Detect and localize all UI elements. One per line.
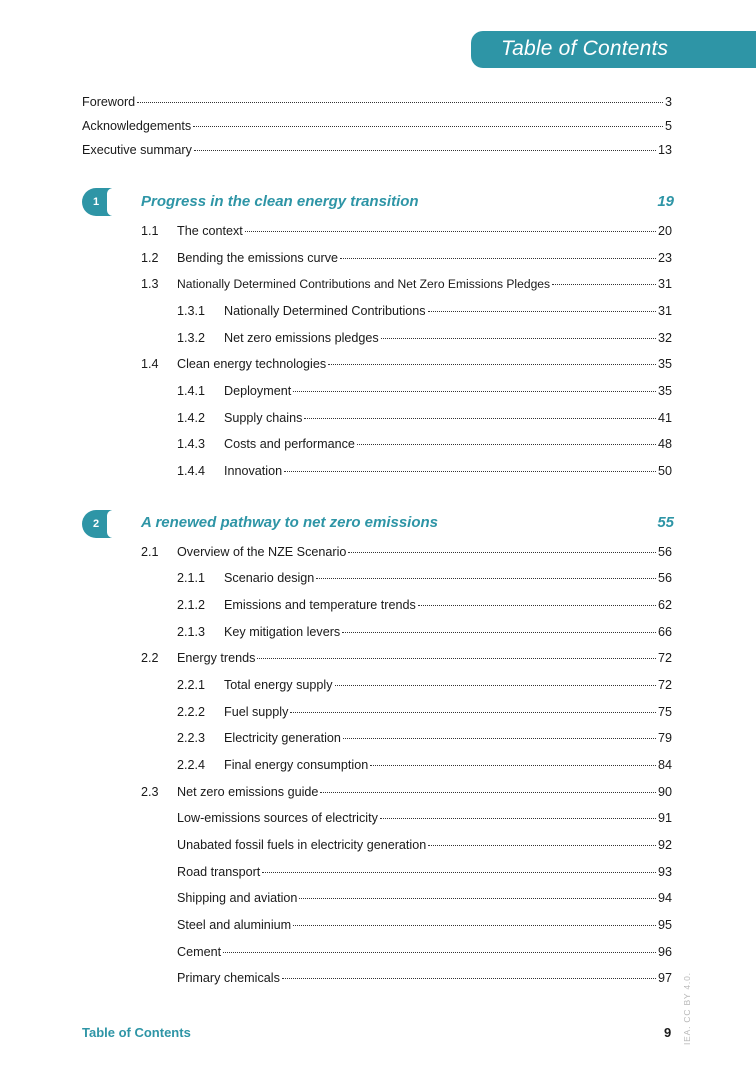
section-number: 1.3.2 [177, 331, 206, 345]
toc-entry-page: 66 [657, 625, 672, 639]
section-number: 2.2.3 [177, 731, 206, 745]
toc-entry[interactable] [177, 758, 672, 776]
leader-dots [282, 978, 656, 979]
section-number: 2.2.2 [177, 705, 206, 719]
toc-entry-page: 50 [657, 464, 672, 478]
toc-entry-page: 31 [657, 304, 672, 318]
footer-page-number: 9 [664, 1025, 672, 1040]
toc-entry[interactable] [177, 918, 672, 936]
toc-entry[interactable] [177, 945, 672, 963]
toc-entry-label: Deployment [224, 384, 292, 398]
toc-entry-label: Emissions and temperature trends [224, 598, 416, 612]
toc-entry-label: Nationally Determined Contributions and Net Zero Emissions Pledges [177, 277, 551, 291]
toc-entry[interactable] [141, 651, 672, 669]
chapter-1-badge [82, 188, 112, 216]
leader-dots [193, 126, 663, 127]
leader-dots [418, 605, 656, 606]
section-number: 1.4 [141, 357, 159, 371]
toc-entry-label: Foreword [82, 95, 136, 109]
leader-dots [428, 311, 656, 312]
toc-entry-label: Shipping and aviation [177, 891, 298, 905]
toc-entry[interactable] [141, 251, 672, 269]
toc-entry[interactable] [141, 545, 672, 563]
toc-entry[interactable] [141, 357, 672, 375]
leader-dots [194, 150, 656, 151]
toc-entry-label: Low-emissions sources of electricity [177, 811, 378, 825]
toc-entry-label: Clean energy technologies [177, 357, 327, 371]
toc-entry[interactable] [177, 971, 672, 989]
section-number: 2.2.1 [177, 678, 206, 692]
toc-entry-label: Bending the emissions curve [177, 251, 339, 265]
section-number: 2.1.1 [177, 571, 206, 585]
toc-entry-executive-summary[interactable] [82, 143, 672, 161]
toc-entry[interactable] [141, 224, 672, 242]
leader-dots [137, 102, 663, 103]
leader-dots [245, 231, 656, 232]
chapter-number: 2 [92, 518, 100, 530]
leader-dots [343, 738, 656, 739]
toc-entry[interactable] [141, 277, 672, 295]
toc-entry-page: 13 [657, 143, 672, 157]
footer-title: Table of Contents [82, 1025, 191, 1040]
toc-entry[interactable] [177, 464, 672, 482]
leader-dots [304, 418, 656, 419]
toc-entry-page: 35 [657, 357, 672, 371]
leader-dots [335, 685, 656, 686]
leader-dots [293, 391, 656, 392]
toc-entry-label: Steel and aluminium [177, 918, 292, 932]
toc-entry-page: 75 [657, 705, 672, 719]
toc-entry-page: 96 [657, 945, 672, 959]
toc-entry-label: Road transport [177, 865, 261, 879]
toc-entry-label: Electricity generation [224, 731, 341, 745]
toc-entry[interactable] [177, 838, 672, 856]
toc-entry-page: 31 [657, 277, 672, 291]
chapter-2-badge [82, 510, 112, 538]
toc-entry-label: Cement [177, 945, 222, 959]
toc-entry-page: 5 [664, 119, 672, 133]
toc-entry-page: 62 [657, 598, 672, 612]
toc-entry-page: 72 [657, 651, 672, 665]
leader-dots [328, 364, 656, 365]
toc-entry-acknowledgements[interactable] [82, 119, 672, 137]
chapter-title: A renewed pathway to net zero emissions [141, 514, 439, 531]
leader-dots [428, 845, 656, 846]
toc-entry-page: 35 [657, 384, 672, 398]
chapter-number: 1 [92, 196, 100, 208]
section-number: 2.1.2 [177, 598, 206, 612]
toc-entry-page: 56 [657, 571, 672, 585]
leader-dots [320, 792, 656, 793]
toc-entry-label: Executive summary [82, 143, 192, 157]
toc-entry[interactable] [177, 678, 672, 696]
toc-entry[interactable] [177, 705, 672, 723]
toc-entry-label: Innovation [224, 464, 283, 478]
toc-entry-label: Costs and performance [224, 437, 355, 451]
header-tab [471, 31, 756, 68]
toc-entry-label: Energy trends [177, 651, 256, 665]
chapter-page: 19 [657, 193, 674, 210]
chapter-title: Progress in the clean energy transition [141, 193, 419, 210]
toc-entry[interactable] [177, 331, 672, 349]
toc-entry-page: 93 [657, 865, 672, 879]
toc-entry-label: Net zero emissions pledges [224, 331, 379, 345]
section-number: 1.4.1 [177, 384, 206, 398]
toc-entry[interactable] [141, 785, 672, 803]
leader-dots [290, 712, 656, 713]
leader-dots [342, 632, 656, 633]
toc-entry-page: 97 [657, 971, 672, 985]
toc-entry[interactable] [177, 384, 672, 402]
section-number: 2.2.4 [177, 758, 206, 772]
toc-entry-page: 3 [664, 95, 672, 109]
toc-entry[interactable] [177, 411, 672, 429]
toc-entry-page: 94 [657, 891, 672, 905]
section-number: 2.1.3 [177, 625, 206, 639]
toc-entry[interactable] [177, 598, 672, 616]
toc-entry[interactable] [177, 437, 672, 455]
toc-entry[interactable] [177, 304, 672, 322]
leader-dots [340, 258, 656, 259]
toc-entry-page: 48 [657, 437, 672, 451]
leader-dots [293, 925, 656, 926]
toc-entry[interactable] [177, 571, 672, 589]
leader-dots [284, 471, 656, 472]
toc-entry-foreword[interactable] [82, 95, 672, 113]
toc-entry-label: The context [177, 224, 243, 238]
toc-entry-page: 95 [657, 918, 672, 932]
leader-dots [316, 578, 656, 579]
toc-entry-page: 79 [657, 731, 672, 745]
toc-entry-label: Supply chains [224, 411, 303, 425]
toc-entry-label: Scenario design [224, 571, 315, 585]
toc-entry[interactable] [177, 865, 672, 883]
toc-entry-label: Final energy consumption [224, 758, 369, 772]
section-number: 1.4.2 [177, 411, 206, 425]
toc-entry-page: 41 [657, 411, 672, 425]
toc-entry-page: 72 [657, 678, 672, 692]
leader-dots [257, 658, 656, 659]
toc-entry-page: 20 [657, 224, 672, 238]
toc-entry-page: 84 [657, 758, 672, 772]
leader-dots [262, 872, 656, 873]
leader-dots [370, 765, 656, 766]
toc-entry-page: 56 [657, 545, 672, 559]
toc-entry[interactable] [177, 625, 672, 643]
toc-entry[interactable] [177, 891, 672, 909]
section-number: 1.2 [141, 251, 159, 265]
toc-entry-label: Unabated fossil fuels in electricity generation [177, 838, 427, 852]
toc-entry-label: Net zero emissions guide [177, 785, 319, 799]
section-number: 1.1 [141, 224, 159, 238]
section-number: 2.3 [141, 785, 159, 799]
section-number: 1.3.1 [177, 304, 206, 318]
toc-entry[interactable] [177, 731, 672, 749]
section-number: 2.2 [141, 651, 159, 665]
toc-entry-label: Fuel supply [224, 705, 289, 719]
license-watermark: IEA. CC BY 4.0. [682, 972, 692, 1045]
toc-entry-page: 91 [657, 811, 672, 825]
leader-dots [223, 952, 656, 953]
toc-entry-page: 23 [657, 251, 672, 265]
leader-dots [299, 898, 656, 899]
section-number: 1.4.4 [177, 464, 206, 478]
leader-dots [552, 284, 656, 285]
section-number: 2.1 [141, 545, 159, 559]
toc-entry-label: Primary chemicals [177, 971, 280, 985]
toc-entry-label: Key mitigation levers [224, 625, 341, 639]
toc-entry-label: Total energy supply [224, 678, 333, 692]
leader-dots [381, 338, 656, 339]
toc-entry-label: Acknowledgements [82, 119, 192, 133]
leader-dots [380, 818, 656, 819]
chapter-2-heading[interactable] [141, 514, 674, 531]
toc-entry-page: 90 [657, 785, 672, 799]
toc-entry-page: 92 [657, 838, 672, 852]
toc-entry[interactable] [177, 811, 672, 829]
chapter-1-heading[interactable] [141, 193, 674, 210]
section-number: 1.4.3 [177, 437, 206, 451]
section-number: 1.3 [141, 277, 159, 291]
leader-dots [357, 444, 656, 445]
toc-entry-label: Nationally Determined Contributions [224, 304, 426, 318]
page-title: Table of Contents [501, 37, 669, 60]
toc-entry-page: 32 [657, 331, 672, 345]
chapter-page: 55 [657, 514, 674, 531]
toc-entry-label: Overview of the NZE Scenario [177, 545, 347, 559]
leader-dots [348, 552, 656, 553]
